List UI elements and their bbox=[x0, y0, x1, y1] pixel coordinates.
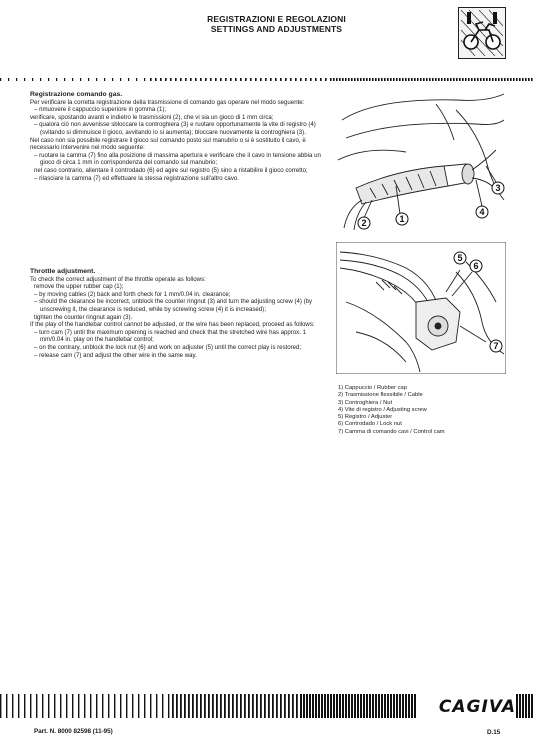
text-line: – by moving cables (2) back and forth check for 1 mm/0.04 in. clearance; bbox=[34, 290, 231, 298]
throttle-cam-drawing-icon bbox=[336, 242, 506, 374]
text-line: – rilasciare la camma (7) ed effettuare la stessa registrazione sull'altro cavo. bbox=[34, 174, 239, 182]
callout-5: 5 bbox=[457, 253, 463, 263]
page-number: D.15 bbox=[487, 729, 501, 736]
text-line: nel caso contrario, allentare il controdado (6) ed agire sul registro (5) sino a ristabilire il gioco corretto; bbox=[34, 166, 308, 174]
figure-throttle-cam bbox=[336, 242, 506, 374]
text-line: – release cam (7) and adjust the other wire in the same way. bbox=[34, 351, 197, 359]
top-barcode-strip bbox=[0, 73, 533, 81]
text-line: – should the clearance be incorrect, unblock the counter ringnut (3) and turn the adjusting screw (4) (by unscrewing it, the clearance is reduced, while by screwing screw (4) it is increased); bbox=[34, 298, 313, 313]
part-number: Part. N. 8000 82598 (11-95) bbox=[34, 728, 113, 735]
text-line: Nel caso non sia possibile registrare il gioco sul comando posto sul manubrio o si è sostituito il cavo, è necessario intervenire nel modo seguente: bbox=[30, 136, 306, 152]
header-title-english: SETTINGS AND ADJUSTMENTS bbox=[210, 24, 343, 34]
legend-item: 1) Cappuccio / Rubber cap bbox=[338, 385, 407, 391]
callout-3: 3 bbox=[495, 183, 501, 193]
callout-4: 4 bbox=[479, 207, 485, 217]
motorcycle-tools-icon bbox=[459, 8, 505, 58]
callout-7: 7 bbox=[493, 341, 499, 351]
section-logo bbox=[458, 7, 506, 59]
page-header bbox=[0, 14, 533, 34]
barcode-strip-icon bbox=[0, 78, 533, 81]
text-line: – rimuovere il cappuccio superiore in gomma (1); bbox=[34, 106, 167, 114]
legend-item: 6) Controdado / Lock nut bbox=[338, 421, 402, 428]
callout-2: 2 bbox=[361, 218, 367, 228]
header-title-italian: REGISTRAZIONI E REGOLAZIONI bbox=[207, 14, 346, 24]
text-line: If the play of the handlebar control cannot be adjusted, or the wire has been replaced, proceed as follows: bbox=[30, 321, 315, 329]
throttle-grip-drawing-icon bbox=[336, 90, 506, 230]
legend-item: 3) Controghiera / Nut bbox=[338, 399, 393, 406]
callout-1: 1 bbox=[399, 214, 405, 224]
legend-item: 4) Vite di registro / Adjusting screw bbox=[338, 406, 427, 413]
english-heading: Throttle adjustment. bbox=[30, 268, 96, 275]
brand-logo: CAGIVA bbox=[416, 697, 516, 715]
text-line: Per verificare la corretta registrazione della trasmissione di comando gas operare nel modo seguente: bbox=[30, 98, 305, 106]
italian-heading: Registrazione comando gas. bbox=[30, 91, 123, 98]
text-line: To check the correct adjustment of the throttle operate as follows: bbox=[30, 275, 206, 283]
text-line: – turn cam (7) until the maximum opening is reached and check that the stretched wire has approx. 1 mm/0.04 in. play on the handlebar control; bbox=[34, 328, 306, 344]
legend-item: 7) Camma di comando cavi / Control cam bbox=[338, 428, 445, 435]
text-line: – ruotare la camma (7) fino alla posizione di massima apertura e verificare che il cavo in tensione abbia un gioco di circa 1 mm in corrispondenza del comando sul manubrio; bbox=[34, 151, 321, 167]
legend-item: 2) Trasmissione flessibile / Cable bbox=[338, 392, 423, 399]
parts-legend bbox=[338, 385, 518, 436]
text-line: tighten the counter ringnut again (3). bbox=[34, 313, 133, 321]
english-section bbox=[30, 268, 328, 359]
text-line: – on the contrary, unblock the lock nut (6) and work on adjuster (5) until the correct play is restored; bbox=[34, 343, 302, 351]
legend-item: 5) Registro / Adjuster bbox=[338, 414, 393, 421]
text-line: – qualora ciò non avvenisse sbloccare la controghiera (3) e ruotare opportunamente la vite di registro (4) (svitando si diminuisce il gioco, avvitando lo si aumenta); bloccare nuovamente la controghiera (3). bbox=[34, 121, 316, 136]
text-line: remove the upper rubber cap (1); bbox=[34, 283, 124, 291]
italian-section bbox=[30, 91, 328, 182]
text-line: verificare, spostando avanti e indietro le trasmissioni (2), che vi sia un gioco di 1 mm circa; bbox=[30, 113, 274, 121]
figure-throttle-grip bbox=[336, 90, 506, 230]
callout-6: 6 bbox=[473, 261, 479, 271]
